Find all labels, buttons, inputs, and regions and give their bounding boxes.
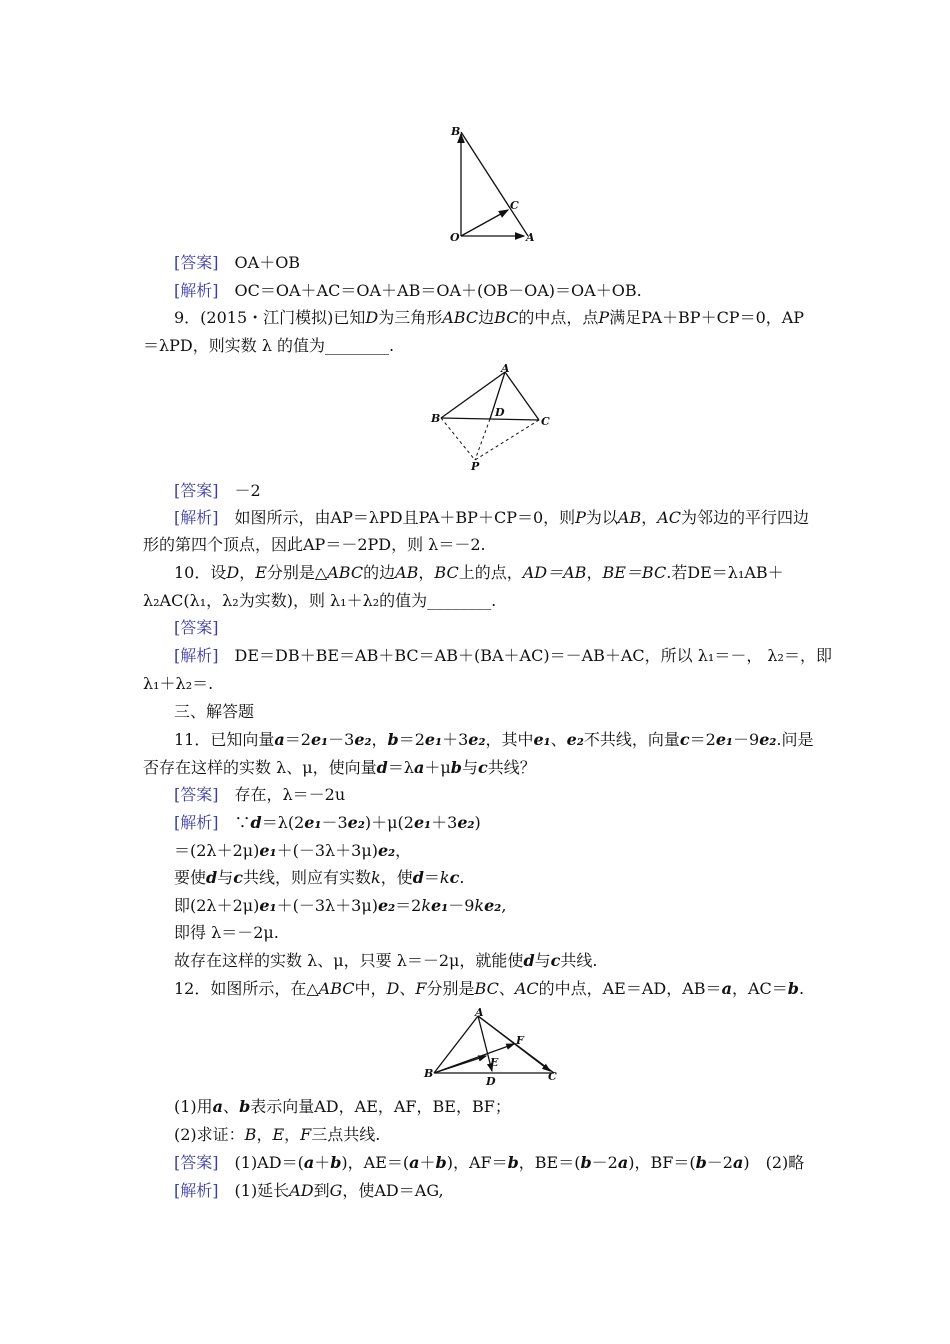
- q11-analysis-s6: 故存在这样的实数 λ、μ，只要 λ＝－2μ，就能使d与c共线.: [174, 951, 598, 970]
- q9-analysis-line2: 形的第四个顶点，因此AP＝－2PD，则 λ＝－2.: [143, 535, 486, 554]
- svg-text:B: B: [431, 412, 441, 425]
- q9-line2: ＝λPD，则实数 λ 的值为________.: [143, 336, 395, 355]
- q11-analysis-s4: 即(2λ＋2μ)e₁＋(－3λ＋3μ)e₂＝2ke₁－9ke₂,: [174, 896, 507, 915]
- q11-line1: 11．已知向量a＝2e₁－3e₂，b＝2e₁＋3e₂，其中e₁、e₂不共线，向量c＝2e₁－9e₂.问是: [174, 730, 814, 749]
- q11-answer-line: [答案] 存在，λ＝－2u: [174, 785, 346, 804]
- q9-answer-line: [答案] －2: [174, 481, 261, 500]
- label-b: B: [451, 125, 461, 138]
- analysis-tag: [解析]: [174, 281, 219, 300]
- q8-answer: OA＋OB: [234, 253, 301, 272]
- q11-analysis-s1: [解析] ∵d＝λ(2e₁－3e₂)＋μ(2e₁＋3e₂): [174, 813, 481, 832]
- q12-answer-line: [答案] (1)AD＝(a＋b)，AE＝(a＋b)，AF＝b，BE＝(b－2a)，BF＝(b－2a) (2)略: [174, 1153, 805, 1172]
- label-c: C: [510, 199, 519, 212]
- q10-line2: λ₂AC(λ₁，λ₂为实数)，则 λ₁＋λ₂的值为________.: [143, 591, 497, 610]
- svg-text:B: B: [424, 1067, 434, 1080]
- q10-analysis-line1: [解析] DE＝DB＋BE＝AB＋BC＝AB＋(BA＋AC)＝－AB＋AC，所以 λ₁＝－， λ₂＝，即: [174, 646, 832, 665]
- label-a: A: [526, 231, 535, 244]
- q8-analysis-line: [174, 280, 642, 302]
- segment-oc: [461, 210, 508, 236]
- q8-analysis: OC＝OA＋AC＝OA＋AB＝OA＋(OB－OA)＝OA＋OB.: [234, 281, 642, 300]
- q10-line1: 10．设D，E分别是△ABC的边AB，BC上的点，AD＝AB，BE＝BC.若DE＝λ₁AB＋: [174, 563, 784, 582]
- figure-parallelogram: [425, 362, 565, 474]
- q11-analysis-s2: ＝(2λ＋2μ)e₁＋(－3λ＋3μ)e₂，: [174, 841, 412, 860]
- q10-answer-line: [答案]: [174, 618, 219, 637]
- q11-analysis-s5: 即得 λ＝－2μ.: [174, 923, 279, 942]
- svg-text:D: D: [486, 1075, 496, 1088]
- figure-vector-oabc: [440, 120, 550, 245]
- svg-text:A: A: [475, 1006, 484, 1019]
- q11-analysis-s3: 要使d与c共线，则应有实数k，使d＝kc.: [174, 868, 465, 887]
- q10-analysis-line2: λ₁＋λ₂＝.: [143, 674, 214, 693]
- q11-line2: 否存在这样的实数 λ、μ，使向量d＝λa＋μb与c共线？: [143, 758, 536, 777]
- svg-text:E: E: [490, 1056, 499, 1069]
- svg-text:P: P: [471, 460, 480, 473]
- q9-analysis-line1: [解析] 如图所示，由AP＝λPD且PA＋BP＋CP＝0，则P为以AB，AC为邻边的平行四边: [174, 508, 810, 527]
- q9-line1: 9．(2015・江门模拟)已知D为三角形ABC边BC的中点，点P满足PA＋BP＋CP＝0，AP: [174, 308, 805, 327]
- q12-part2: (2)求证：B，E，F三点共线.: [174, 1125, 381, 1144]
- q12-part1: (1)用a、b表示向量AD，AE，AF，BE，BF；: [174, 1097, 511, 1116]
- segment-ba: [461, 132, 528, 236]
- q8-answer-line: [174, 252, 300, 274]
- q12-line1: 12．如图所示，在△ABC中，D、F分别是BC、AC的中点，AE＝AD，AB＝a，AC＝b.: [174, 979, 805, 998]
- svg-text:A: A: [501, 362, 510, 375]
- section-3-heading: 三、解答题: [174, 702, 255, 721]
- q12-analysis-line: [解析] (1)延长AD到G，使AD＝AG,: [174, 1181, 444, 1200]
- svg-text:D: D: [495, 406, 505, 419]
- answer-tag: [答案]: [174, 253, 219, 272]
- svg-text:C: C: [541, 415, 550, 428]
- svg-text:C: C: [548, 1070, 557, 1083]
- label-o: O: [450, 231, 460, 244]
- figure-triangle-def: [420, 1008, 570, 1088]
- svg-text:F: F: [516, 1034, 524, 1047]
